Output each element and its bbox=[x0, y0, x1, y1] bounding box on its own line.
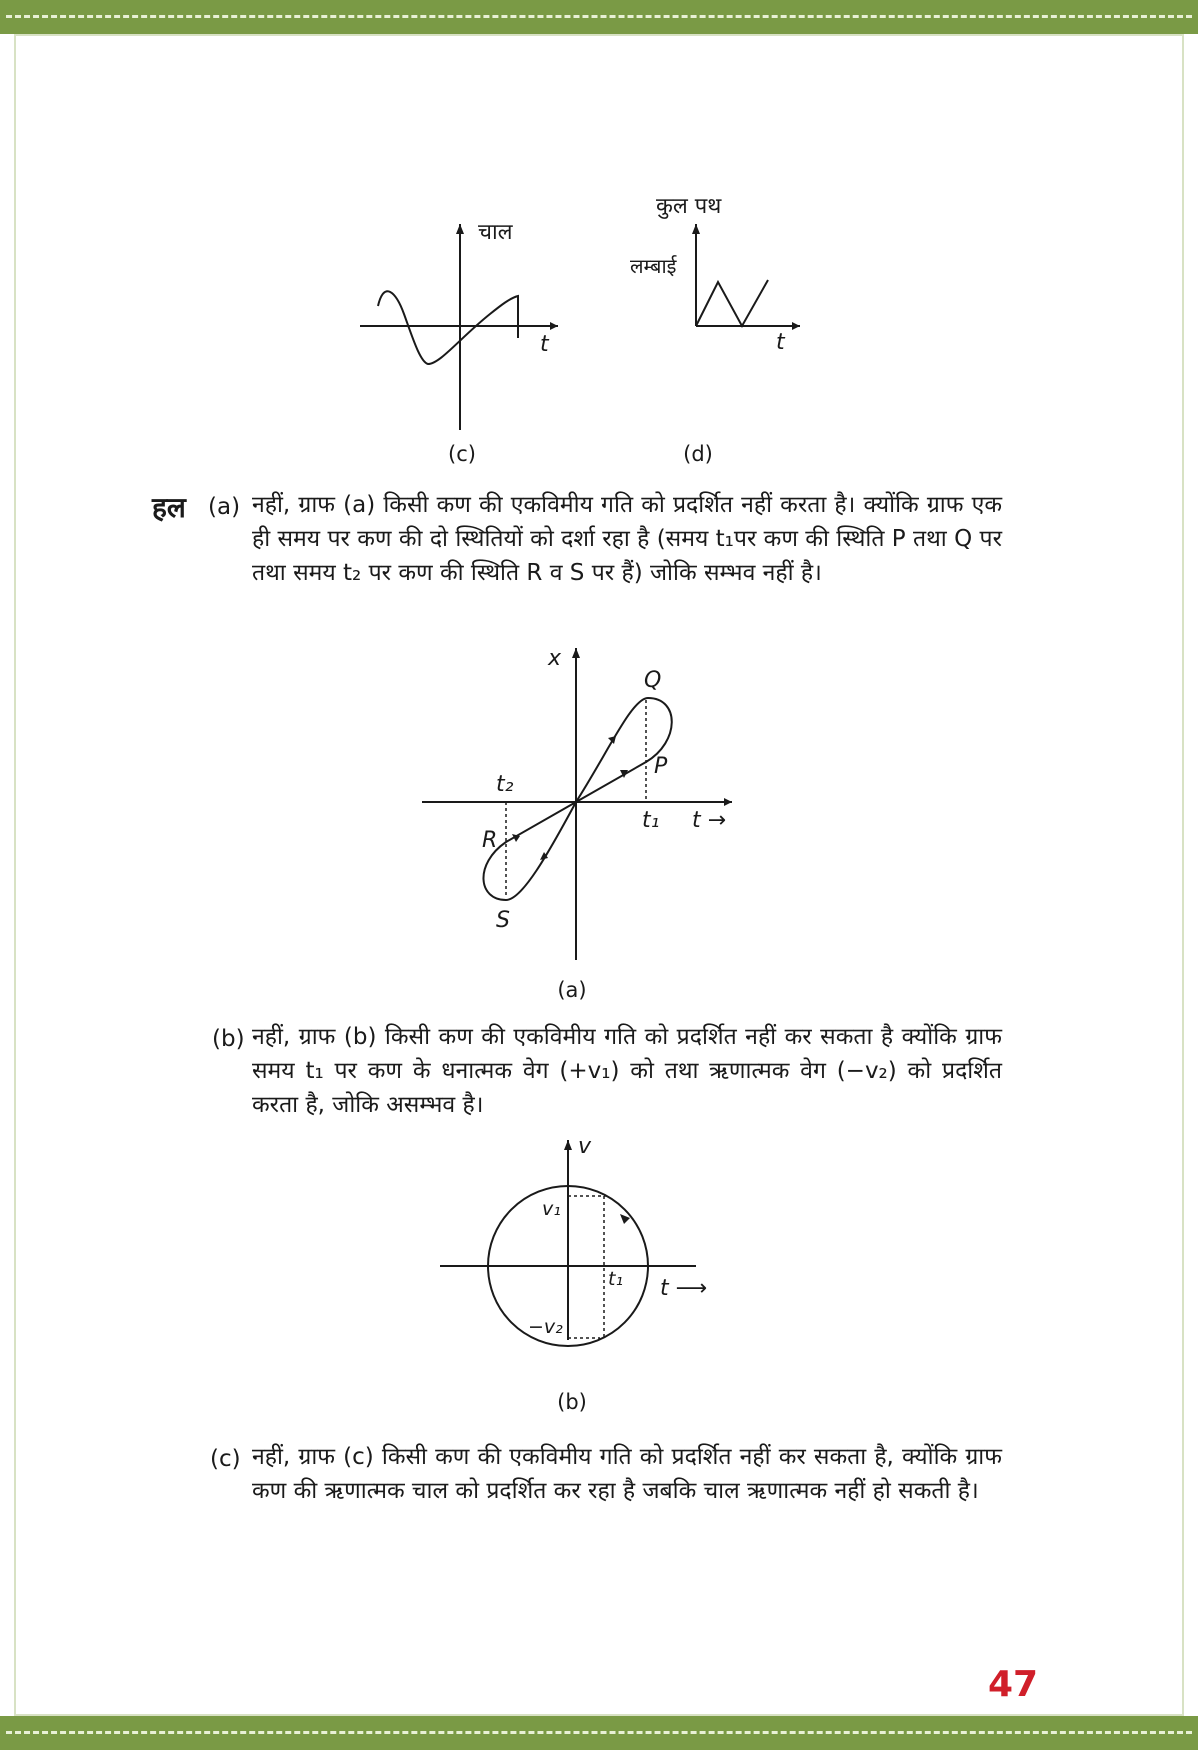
figure-b-v-arrow bbox=[564, 1140, 572, 1150]
figure-a-axis-x-label: t → bbox=[692, 808, 727, 833]
figure-c-speed-arrow bbox=[456, 224, 464, 234]
figure-a-t-arrow bbox=[724, 798, 732, 806]
figure-a-axis-y-label: x bbox=[548, 646, 562, 671]
figure-d-y-label-side: लम्बाई bbox=[630, 254, 677, 278]
part-a-label: (a) bbox=[208, 494, 241, 520]
solution-marker: हल bbox=[152, 491, 186, 524]
figure-c-x-label: t bbox=[540, 332, 549, 357]
figure-b-label-v1: v₁ bbox=[542, 1198, 561, 1220]
figure-d-y-label-top: कुल पथ bbox=[656, 194, 722, 219]
figure-a-caption: (a) bbox=[557, 978, 587, 1002]
figure-b-graph bbox=[436, 1134, 736, 1344]
figure-a-lower-loop bbox=[483, 802, 576, 900]
figure-b-label-minus-v2: −v₂ bbox=[528, 1316, 563, 1338]
figure-a-point-p: P bbox=[654, 754, 668, 779]
figure-a-upper-loop bbox=[576, 698, 672, 802]
figure-d-t-arrow bbox=[792, 322, 800, 330]
figure-c bbox=[350, 210, 590, 440]
figure-c-t-arrow bbox=[550, 322, 558, 330]
figure-c-curve bbox=[378, 291, 518, 364]
figure-a-tick-t2: t₂ bbox=[496, 772, 514, 797]
figure-a-point-r: R bbox=[482, 828, 498, 853]
bottom-dashed-line bbox=[6, 1731, 1192, 1734]
figure-d-path-arrow bbox=[692, 224, 700, 234]
figure-c-y-label: चाल bbox=[478, 220, 513, 245]
figure-b bbox=[436, 1134, 736, 1344]
figure-c-caption: (c) bbox=[448, 442, 476, 466]
part-c-text: नहीं, ग्राफ (c) किसी कण की एकविमीय गति को प्रदर्शित नहीं कर सकता है, क्योंकि ग्राफ कण की ऋणात्मक चाल को प्रदर्शित कर रहा है जबकि चाल ऋणात्मक नहीं हो सकती है। bbox=[252, 1444, 1002, 1504]
figure-c-graph bbox=[350, 210, 590, 440]
bottom-border-band bbox=[0, 1716, 1198, 1750]
figure-b-axis-y-label: v bbox=[578, 1134, 592, 1159]
part-c-label: (c) bbox=[210, 1446, 241, 1472]
top-dashed-line bbox=[6, 15, 1192, 18]
figure-d bbox=[630, 190, 830, 360]
figure-a-point-q: Q bbox=[644, 668, 662, 693]
part-b-label: (b) bbox=[212, 1026, 245, 1052]
page-number: 47 bbox=[988, 1664, 1039, 1705]
figure-a-tick-t1: t₁ bbox=[642, 808, 660, 833]
figure-b-axis-x-label: t ⟶ bbox=[660, 1276, 708, 1301]
part-a-text: नहीं, ग्राफ (a) किसी कण की एकविमीय गति को प्रदर्शित नहीं करता है। क्योंकि ग्राफ एक ही समय पर कण की दो स्थितियों को दर्शा रहा है (समय t₁पर कण की स्थिति P तथा Q पर तथा समय t₂ पर कण की स्थिति R व S पर हैं) जोकि सम्भव नहीं है। bbox=[252, 492, 1002, 586]
figure-a-x-arrow bbox=[572, 648, 580, 658]
figure-d-x-label: t bbox=[776, 330, 785, 355]
figure-b-label-t1: t₁ bbox=[608, 1268, 624, 1290]
figure-d-caption: (d) bbox=[683, 442, 713, 466]
figure-b-caption: (b) bbox=[557, 1390, 587, 1414]
part-b-text: नहीं, ग्राफ (b) किसी कण की एकविमीय गति को प्रदर्शित नहीं कर सकता है क्योंकि ग्राफ समय t₁ पर कण के धनात्मक वेग (+v₁) को तथा ऋणात्मक वेग (−v₂) को प्रदर्शित करता है, जोकि असम्भव है। bbox=[252, 1024, 1002, 1118]
figure-a-graph bbox=[418, 642, 738, 972]
figure-a bbox=[418, 642, 738, 972]
figure-d-curve bbox=[696, 280, 768, 326]
figure-b-direction-arrow bbox=[620, 1214, 630, 1224]
figure-a-point-s: S bbox=[496, 908, 510, 933]
top-border-band bbox=[0, 0, 1198, 34]
